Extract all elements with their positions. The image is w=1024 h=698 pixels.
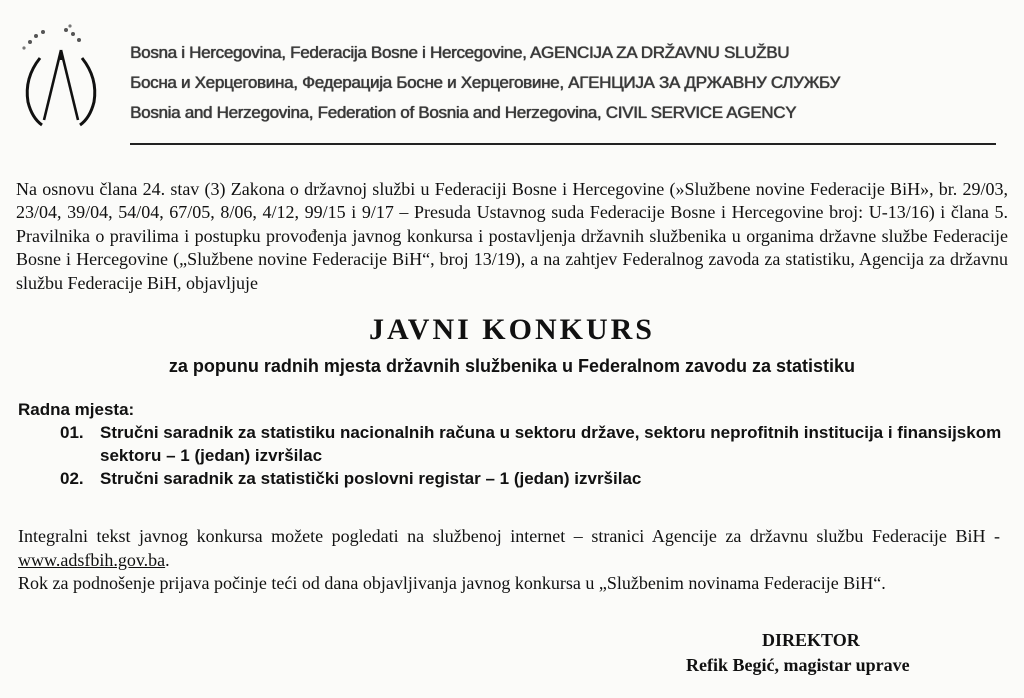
position-item: [60, 421, 1008, 467]
header-line-bosnian: Bosna i Hercegovina, Federacija Bosne i Hercegovine, AGENCIJA ZA DRŽAVNU SLUŽBU: [130, 43, 790, 62]
header-divider: [130, 143, 996, 145]
info-paragraph: [18, 525, 1000, 572]
deadline-paragraph: Rok za podnošenje prijava počinje teći od dana objavljivanja javnog konkursa u „Službenim novinama Federacije BiH“.: [18, 573, 886, 593]
position-title: Stručni saradnik za statistički poslovni registar – 1 (jedan) izvršilac: [100, 469, 642, 488]
position-number: 01.: [60, 423, 84, 442]
agency-website-link[interactable]: www.adsfbih.gov.ba: [18, 549, 166, 570]
position-number: 02.: [60, 469, 84, 488]
signature-name: Refik Begić, magistar uprave: [686, 655, 910, 675]
positions-heading: Radna mjesta:: [18, 400, 135, 419]
info-section: [18, 525, 1000, 596]
intro-paragraph: Na osnovu člana 24. stav (3) Zakona o državnoj službi u Federaciji Bosne i Hercegovine (»Službene novine Federacije BiH», br. 29/03, 23/04, 39/04, 54/04, 67/05, 8/06, 4/12, 99/15 i 9/17 – Presuda Ustavnog suda Federacije Bosne i Hercegovine broj: U-13/16) i člana 5. Pravilnika o pravilima i postupku provođenja javnog konkursa i postavljenja državnih službenika u organima državne službe Federacije Bosne i Hercegovine („Službene novine Federacije BiH“, broj 13/19), a na zahtjev Federalnog zavoda za statistiku, Agencija za državnu službu Federacije BiH, objavljuje: [16, 179, 1008, 293]
info-text: Integralni tekst javnog konkursa možete pogledati na službenoj internet – stranici Agencije za državnu službu Federacije BiH -: [18, 526, 1000, 546]
position-item: [60, 467, 1008, 490]
announcement-title: JAVNI KONKURS: [369, 313, 655, 346]
positions-section: [18, 398, 1008, 490]
agency-header: [130, 38, 1010, 128]
position-title: Stručni saradnik za statistiku nacionalnih računa u sektoru države, sektoru neprofitnih institucija i finansijskom sektoru – 1 (jedan) izvršilac: [100, 423, 1002, 465]
agency-logo: [10, 20, 110, 135]
announcement-subtitle: za popunu radnih mjesta državnih službenika u Federalnom zavodu za statistiku: [168, 356, 856, 376]
signature-role: DIREKTOR: [762, 630, 860, 650]
info-text-end: .: [165, 549, 170, 570]
header-line-english: Bosnia and Herzegovina, Federation of Bosnia and Herzegovina, CIVIL SERVICE AGENCY: [130, 103, 797, 122]
header-line-serbian: Босна и Херцеговина, Федерација Босне и Херцеговине, АГЕНЦИЈА ЗА ДРЖАВНУ СЛУЖБУ: [130, 73, 840, 92]
